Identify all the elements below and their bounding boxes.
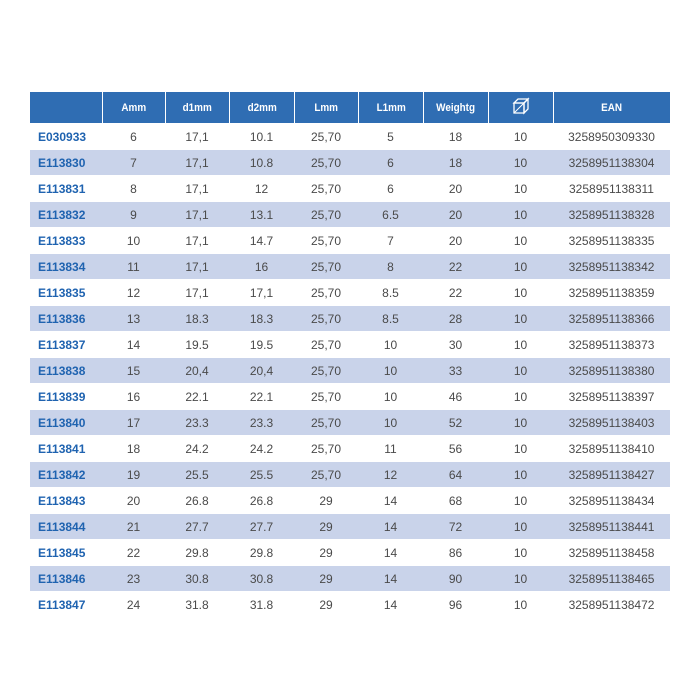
cell-lmm: 25,70	[294, 150, 358, 176]
cell-ean: 3258951138441	[553, 514, 670, 540]
cell-weight: 96	[423, 592, 488, 618]
cell-d2mm: 30.8	[229, 566, 294, 592]
cell-l1mm: 6	[358, 150, 423, 176]
cell-weight: 33	[423, 358, 488, 384]
cell-l1mm: 14	[358, 514, 423, 540]
table-row	[30, 592, 670, 618]
cell-l1mm: 12	[358, 462, 423, 488]
cell-ean: 3258951138304	[553, 150, 670, 176]
table-row	[30, 488, 670, 514]
cell-ean: 3258951138311	[553, 176, 670, 202]
cell-l1mm: 6.5	[358, 202, 423, 228]
cell-lmm: 25,70	[294, 436, 358, 462]
table-row	[30, 124, 670, 150]
cell-d1mm: 24.2	[165, 436, 229, 462]
cell-amm: 20	[102, 488, 165, 514]
cell-ean: 3258951138373	[553, 332, 670, 358]
cell-ref: E113842	[30, 462, 102, 488]
cell-weight: 86	[423, 540, 488, 566]
cell-lmm: 25,70	[294, 384, 358, 410]
cell-weight: 22	[423, 254, 488, 280]
cell-amm: 24	[102, 592, 165, 618]
cell-weight: 22	[423, 280, 488, 306]
cell-pack: 10	[488, 150, 553, 176]
cell-l1mm: 10	[358, 410, 423, 436]
cell-lmm: 25,70	[294, 306, 358, 332]
cell-lmm: 29	[294, 540, 358, 566]
cell-d1mm: 17,1	[165, 176, 229, 202]
cell-amm: 23	[102, 566, 165, 592]
cell-amm: 11	[102, 254, 165, 280]
cell-d2mm: 10.1	[229, 124, 294, 150]
spec-table	[30, 92, 670, 618]
cell-lmm: 25,70	[294, 462, 358, 488]
cell-l1mm: 10	[358, 358, 423, 384]
cell-lmm: 25,70	[294, 202, 358, 228]
cell-pack: 10	[488, 540, 553, 566]
cell-ref: E113831	[30, 176, 102, 202]
cell-lmm: 29	[294, 566, 358, 592]
cell-ref: E113844	[30, 514, 102, 540]
table-row	[30, 228, 670, 254]
cell-ean: 3258951138472	[553, 592, 670, 618]
header-l1mm: L1mm	[358, 92, 423, 124]
cell-l1mm: 8.5	[358, 280, 423, 306]
cell-d2mm: 20,4	[229, 358, 294, 384]
cell-d1mm: 17,1	[165, 124, 229, 150]
header-row	[30, 92, 670, 124]
cell-d1mm: 26.8	[165, 488, 229, 514]
cell-d2mm: 19.5	[229, 332, 294, 358]
cell-l1mm: 8.5	[358, 306, 423, 332]
cell-weight: 72	[423, 514, 488, 540]
cell-amm: 17	[102, 410, 165, 436]
cell-d2mm: 10.8	[229, 150, 294, 176]
cell-amm: 9	[102, 202, 165, 228]
cell-ean: 3258951138434	[553, 488, 670, 514]
cell-l1mm: 14	[358, 488, 423, 514]
cell-d2mm: 13.1	[229, 202, 294, 228]
table-row	[30, 358, 670, 384]
cell-ean: 3258951138335	[553, 228, 670, 254]
cell-pack: 10	[488, 514, 553, 540]
header-d1mm: d1mm	[165, 92, 229, 124]
table-row	[30, 514, 670, 540]
cell-amm: 16	[102, 384, 165, 410]
header-ref	[30, 92, 102, 124]
header-weight: Weightg	[423, 92, 488, 124]
cell-d1mm: 17,1	[165, 150, 229, 176]
cell-d2mm: 14.7	[229, 228, 294, 254]
cell-amm: 7	[102, 150, 165, 176]
cell-weight: 20	[423, 228, 488, 254]
cell-amm: 12	[102, 280, 165, 306]
cell-ean: 3258951138328	[553, 202, 670, 228]
cell-amm: 14	[102, 332, 165, 358]
cell-d2mm: 18.3	[229, 306, 294, 332]
cell-ref: E113836	[30, 306, 102, 332]
cell-weight: 28	[423, 306, 488, 332]
cell-ean: 3258951138410	[553, 436, 670, 462]
table-row	[30, 384, 670, 410]
cell-ean: 3258950309330	[553, 124, 670, 150]
header-pack	[488, 92, 553, 124]
cell-amm: 10	[102, 228, 165, 254]
cell-pack: 10	[488, 592, 553, 618]
cell-ean: 3258951138465	[553, 566, 670, 592]
cell-pack: 10	[488, 410, 553, 436]
table-row	[30, 566, 670, 592]
table-row	[30, 436, 670, 462]
cell-d1mm: 17,1	[165, 228, 229, 254]
cell-amm: 6	[102, 124, 165, 150]
cell-ref: E113835	[30, 280, 102, 306]
cell-ref: E113839	[30, 384, 102, 410]
cell-d1mm: 17,1	[165, 202, 229, 228]
cell-lmm: 25,70	[294, 254, 358, 280]
cell-amm: 13	[102, 306, 165, 332]
cell-d2mm: 24.2	[229, 436, 294, 462]
cell-amm: 19	[102, 462, 165, 488]
cell-amm: 21	[102, 514, 165, 540]
box-icon	[512, 97, 530, 118]
table-row	[30, 306, 670, 332]
cell-pack: 10	[488, 462, 553, 488]
cell-d1mm: 31.8	[165, 592, 229, 618]
cell-ref: E113846	[30, 566, 102, 592]
cell-pack: 10	[488, 566, 553, 592]
cell-d1mm: 17,1	[165, 280, 229, 306]
cell-d1mm: 20,4	[165, 358, 229, 384]
cell-ean: 3258951138458	[553, 540, 670, 566]
cell-ref: E113840	[30, 410, 102, 436]
cell-ean: 3258951138366	[553, 306, 670, 332]
cell-lmm: 25,70	[294, 176, 358, 202]
cell-ean: 3258951138397	[553, 384, 670, 410]
table-row	[30, 150, 670, 176]
cell-d2mm: 31.8	[229, 592, 294, 618]
cell-weight: 90	[423, 566, 488, 592]
cell-ref: E113838	[30, 358, 102, 384]
cell-l1mm: 7	[358, 228, 423, 254]
cell-amm: 8	[102, 176, 165, 202]
cell-amm: 22	[102, 540, 165, 566]
cell-d1mm: 29.8	[165, 540, 229, 566]
cell-ref: E113832	[30, 202, 102, 228]
cell-ref: E113833	[30, 228, 102, 254]
table-row	[30, 332, 670, 358]
cell-ean: 3258951138380	[553, 358, 670, 384]
cell-d2mm: 16	[229, 254, 294, 280]
cell-pack: 10	[488, 202, 553, 228]
cell-d1mm: 22.1	[165, 384, 229, 410]
cell-ref: E113834	[30, 254, 102, 280]
cell-weight: 64	[423, 462, 488, 488]
cell-lmm: 29	[294, 488, 358, 514]
cell-d2mm: 25.5	[229, 462, 294, 488]
cell-pack: 10	[488, 228, 553, 254]
table-row	[30, 280, 670, 306]
cell-d1mm: 18.3	[165, 306, 229, 332]
cell-pack: 10	[488, 280, 553, 306]
table-row	[30, 254, 670, 280]
cell-lmm: 25,70	[294, 280, 358, 306]
cell-d2mm: 29.8	[229, 540, 294, 566]
cell-d2mm: 17,1	[229, 280, 294, 306]
cell-pack: 10	[488, 306, 553, 332]
cell-l1mm: 6	[358, 176, 423, 202]
cell-ean: 3258951138342	[553, 254, 670, 280]
cell-pack: 10	[488, 176, 553, 202]
cell-d1mm: 30.8	[165, 566, 229, 592]
cell-amm: 15	[102, 358, 165, 384]
cell-d2mm: 23.3	[229, 410, 294, 436]
cell-l1mm: 5	[358, 124, 423, 150]
cell-pack: 10	[488, 488, 553, 514]
header-ean: EAN	[553, 92, 670, 124]
cell-d1mm: 23.3	[165, 410, 229, 436]
cell-weight: 30	[423, 332, 488, 358]
header-lmm: Lmm	[294, 92, 358, 124]
cell-ean: 3258951138359	[553, 280, 670, 306]
table-row	[30, 462, 670, 488]
cell-d2mm: 26.8	[229, 488, 294, 514]
cell-l1mm: 14	[358, 592, 423, 618]
cell-pack: 10	[488, 332, 553, 358]
cell-d1mm: 27.7	[165, 514, 229, 540]
cell-ref: E113845	[30, 540, 102, 566]
cell-d1mm: 17,1	[165, 254, 229, 280]
cell-ref: E113830	[30, 150, 102, 176]
cell-ref: E113837	[30, 332, 102, 358]
cell-pack: 10	[488, 436, 553, 462]
cell-lmm: 29	[294, 514, 358, 540]
cell-weight: 52	[423, 410, 488, 436]
cell-ean: 3258951138427	[553, 462, 670, 488]
header-d2mm: d2mm	[229, 92, 294, 124]
cell-ref: E113847	[30, 592, 102, 618]
cell-l1mm: 10	[358, 384, 423, 410]
cell-weight: 20	[423, 202, 488, 228]
cell-pack: 10	[488, 124, 553, 150]
cell-weight: 18	[423, 150, 488, 176]
cell-l1mm: 8	[358, 254, 423, 280]
cell-lmm: 25,70	[294, 332, 358, 358]
cell-pack: 10	[488, 358, 553, 384]
table-row	[30, 410, 670, 436]
cell-d2mm: 27.7	[229, 514, 294, 540]
cell-weight: 20	[423, 176, 488, 202]
table-row	[30, 540, 670, 566]
cell-amm: 18	[102, 436, 165, 462]
cell-weight: 68	[423, 488, 488, 514]
cell-d2mm: 12	[229, 176, 294, 202]
table-row	[30, 202, 670, 228]
cell-pack: 10	[488, 384, 553, 410]
cell-lmm: 29	[294, 592, 358, 618]
cell-lmm: 25,70	[294, 228, 358, 254]
cell-weight: 46	[423, 384, 488, 410]
cell-l1mm: 11	[358, 436, 423, 462]
cell-lmm: 25,70	[294, 410, 358, 436]
cell-weight: 18	[423, 124, 488, 150]
cell-d1mm: 19.5	[165, 332, 229, 358]
cell-ref: E113843	[30, 488, 102, 514]
header-amm: Amm	[102, 92, 165, 124]
cell-ean: 3258951138403	[553, 410, 670, 436]
cell-ref: E113841	[30, 436, 102, 462]
table-row	[30, 176, 670, 202]
cell-pack: 10	[488, 254, 553, 280]
cell-lmm: 25,70	[294, 358, 358, 384]
cell-d1mm: 25.5	[165, 462, 229, 488]
cell-l1mm: 14	[358, 566, 423, 592]
cell-weight: 56	[423, 436, 488, 462]
cell-d2mm: 22.1	[229, 384, 294, 410]
cell-lmm: 25,70	[294, 124, 358, 150]
cell-ref: E030933	[30, 124, 102, 150]
cell-l1mm: 10	[358, 332, 423, 358]
cell-l1mm: 14	[358, 540, 423, 566]
